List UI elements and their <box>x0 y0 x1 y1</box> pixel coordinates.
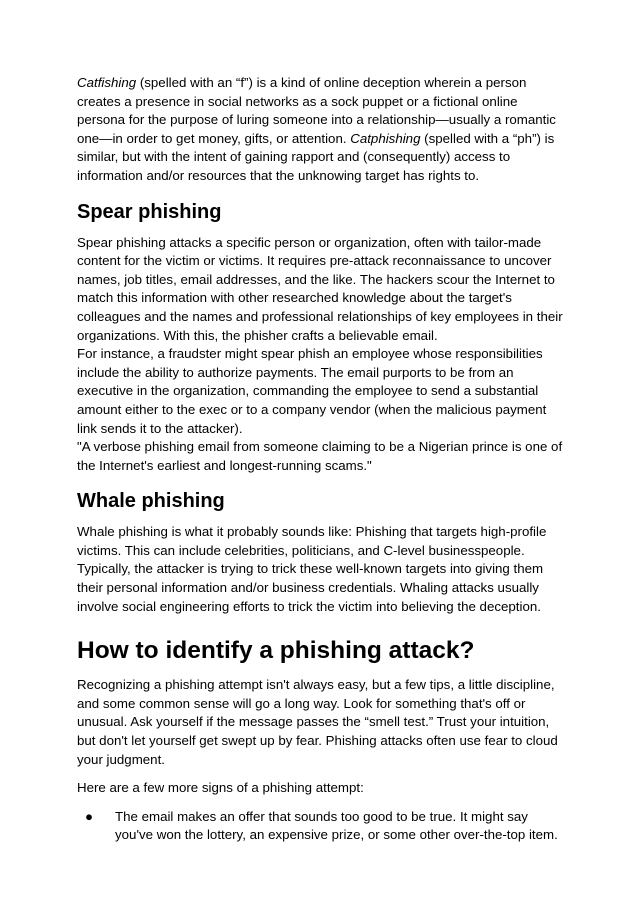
catphishing-definition: (spelled with a “ph”) is similar, but with the intent of gaining rapport and (consequently) access to information and/or resources that the unknowing target has rights to. <box>77 130 555 183</box>
whale-paragraph: Whale phishing is what it probably sounds like: Phishing that targets high-profile victims. This can include celebrities, politicians, and C-level businesspeople. Typically, the attacker is trying to trick these well-known targets into giving them their personal information and/or business credentials. Whaling attacks usually involve social engineering efforts to trick the victim into believing the deception. <box>77 524 547 614</box>
identify-attack-heading: How to identify a phishing attack? <box>77 637 475 665</box>
spear-phishing-heading: Spear phishing <box>77 200 222 223</box>
catfishing-definition: (spelled with an “f”) is a kind of online deception wherein a person creates a presence in social networks as a sock puppet or a fictional online persona for the purpose of luring someone into a relationship—usually a romantic one—in order to get money, gifts, or attention. <box>77 75 556 146</box>
list-item-text: The email makes an offer that sounds too good to be true. It might say you've won the lottery, an expensive prize, or some other over-the-top item. <box>115 808 558 843</box>
spear-paragraph-1: Spear phishing attacks a specific person or organization, often with tailor-made content for the victim or victims. It requires pre-attack reconnaissance to uncover names, job titles, email addresses, and the like. The hackers scour the Internet to match this information with other researched knowledge about the target's colleagues and the names and professional relationships of key employees in their organizations. With this, the phisher crafts a believable email. <box>77 234 563 343</box>
bullet-icon: ● <box>85 808 94 824</box>
whale-phishing-heading: Whale phishing <box>77 490 225 513</box>
catfishing-term: Catfishing <box>77 75 137 90</box>
spear-paragraph-2: For instance, a fraudster might spear phish an employee whose responsibilities include the ability to authorize payments. The email purports to be from an executive in the organization, commanding the employee to send a substantial amount either to the exec or to a company vendor (when the malicious payment link sends it to the attacker). <box>77 346 547 436</box>
signs-list <box>77 808 567 845</box>
identify-paragraph: Recognizing a phishing attempt isn't always easy, but a few tips, a little discipline, and some common sense will go a long way. Look for something that's off or unusual. Ask yourself if the message passes the “smell test.” Trust your intuition, but don't let yourself get swept up by fear. Phishing attacks often use fear to cloud your judgment. <box>77 677 558 767</box>
signs-intro: Here are a few more signs of a phishing attempt: <box>77 780 364 796</box>
document-page <box>77 74 567 845</box>
spear-quote: "A verbose phishing email from someone claiming to be a Nigerian prince is one of the Internet's earliest and longest-running scams." <box>77 439 563 473</box>
intro-paragraph <box>77 74 567 186</box>
catphishing-term: Catphishing <box>350 130 421 146</box>
list-item <box>77 808 567 845</box>
